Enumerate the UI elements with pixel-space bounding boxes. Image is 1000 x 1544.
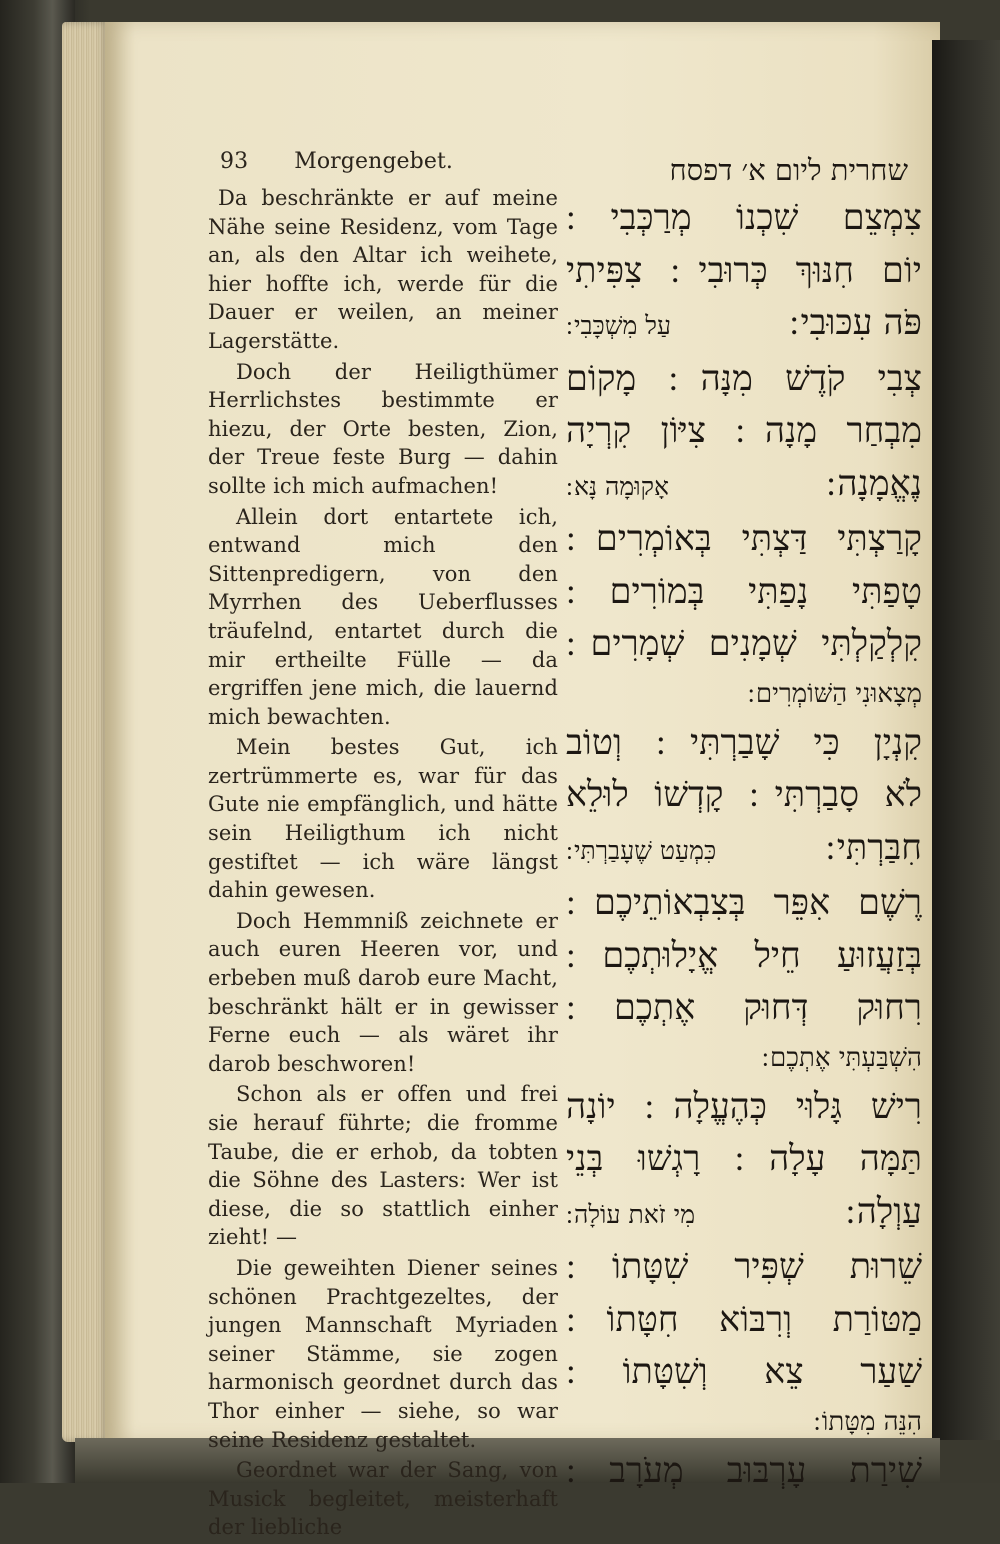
hebrew-line: קָרַצְתִּי דַּצְתִּי בְּאוֹמְרִים ׃ <box>566 519 922 559</box>
hebrew-line-refrain: עַל מִשְׁכָּבִי ׃ <box>566 311 672 340</box>
book-cover-right <box>932 40 1000 1440</box>
german-paragraph: Allein dort entartete ich, entwand mich den Sittenpredigern, von den Myrrhen des Ueberflusses träufelnd, entartet durch die mir ertheilte Fülle — da ergriffen jene mich, die lauernd mich bewachten. <box>208 504 558 729</box>
running-title: Morgengebet. <box>294 149 453 174</box>
german-paragraph: Geordnet war der Sang, von Musick begleitet, meisterhaft der liebliche <box>208 1458 558 1540</box>
hebrew-line: צְבִי קֹדֶשׁ מִנָּה ׃ מָקוֹם <box>566 358 922 399</box>
hebrew-refrain: הִשְׁבַּעְתִּי אֶתְכֶם ׃ <box>761 1042 922 1073</box>
hebrew-line: בְּזַעֲזוּעַ חֵיל אֱיָלוּתְכֶם ׃ <box>566 935 922 976</box>
hebrew-line-main: פֹּה עִכּוּבִי ׃ <box>789 303 922 343</box>
hebrew-line <box>566 458 922 514</box>
hebrew-line-main: עַוְלָה ׃ <box>845 1191 922 1232</box>
hebrew-line: רִישׁ גָּלוּי כְּהֶעֱלָה ׃ יוֹנָה <box>566 1086 922 1127</box>
page-edges <box>62 22 110 1442</box>
hebrew-line: טָפַתִּי נָפַתִּי בְּמוֹרִים ׃ <box>566 571 922 612</box>
german-column <box>208 148 558 1544</box>
hebrew-line: רִחוּק דְּחוּק אֶתְכֶם ׃ <box>566 988 922 1028</box>
hebrew-line-refrain: כִּמְעַט שֶׁעָבַרְתִּי ׃ <box>566 835 717 865</box>
hebrew-line-refrain: מִי זֹאת עוֹלָה ׃ <box>566 1199 696 1229</box>
running-header <box>208 148 558 180</box>
hebrew-line <box>566 297 922 353</box>
german-paragraph: Da beschränkte er auf meine Nähe seine Residenz, vom Tage an, als den Altar ich weihete, hier hoffte ich, werde für die Dauer er weilen, an meiner Lagerstätte. <box>208 186 558 353</box>
german-paragraph: Doch Hemmniß zeichnete er auch euren Heeren vor, und erbeben muß darob eure Macht, beschränkt hält er in gewisser Ferne euch — als wäret ihr darob beschworen! <box>208 908 558 1076</box>
page-number: 93 <box>220 149 249 174</box>
hebrew-line: יוֹם חִנּוּךְ כְּרוּבִי ׃ צִפִּיתִי <box>566 250 922 291</box>
hebrew-line: לֹא סָבַרְתִּי ׃ קָדְשׁוֹ לוּלֵא <box>566 775 922 815</box>
german-paragraph: Schon als er offen und frei sie herauf führte; die fromme Taube, die er erhob, da tobten die Söhne des Lasters: Wer ist diese, die so stattlich einher zieht! — <box>208 1082 558 1250</box>
hebrew-line: קִלְקַלְתִּי שְׁמָנִים שְׁמָרִים ׃ <box>566 624 922 664</box>
german-paragraph: Doch der Heiligthümer Herrlichstes bestimmte er hiezu, der Orte besten, Zion, der Treue feste Burg — dahin sollte ich mich aufmachen! <box>208 359 558 498</box>
hebrew-line <box>566 822 922 878</box>
hebrew-title: שחרית ליום א׳ דפסח <box>669 153 908 187</box>
hebrew-line: צִמְצֵם שִׁכְנוֹ מְרַכְּבִי ׃ <box>566 198 922 238</box>
hebrew-line: קִנְיָן כִּי שָׁבַרְתִּי ׃ וְטוֹב <box>566 722 922 763</box>
hebrew-line: מִבְחַר מָנָה ׃ צִיּוֹן קִרְיָה <box>566 411 922 451</box>
hebrew-column <box>566 148 922 1497</box>
hebrew-refrain: הִנֵּה מִטָּתוֹ ׃ <box>813 1406 922 1437</box>
hebrew-line-main: נֶאֱמָנָה ׃ <box>826 463 922 504</box>
hebrew-line: שִׁירַת עָרְבּוּב מְעֹרָב ׃ <box>566 1450 922 1491</box>
hebrew-line-refrain: אָקוּמָה נָּא ׃ <box>566 471 670 501</box>
hebrew-refrain: מְצָאוּנִי הַשּׁוֹמְרִים ׃ <box>747 678 922 709</box>
hebrew-line <box>566 1186 922 1242</box>
hebrew-line: שֵׁרוּת שְׁפִּיר שִׁטָּתוֹ ׃ <box>566 1247 922 1287</box>
hebrew-line: שַׁעַר צֵא וְשִׁטָּתוֹ ׃ <box>566 1352 922 1392</box>
hebrew-line: מַטּוֹרַת וְרִבּוֹא חִטָּתוֹ ׃ <box>566 1299 922 1340</box>
german-paragraph: Die geweihten Diener seines schönen Prachtgezeltes, der jungen Mannschaft Myriaden seiner Stämme, sie zogen harmonisch geordnet durch das Thor einher — siehe, so war seine Residenz gestaltet. <box>208 1255 558 1452</box>
hebrew-lines <box>566 192 922 1497</box>
german-paragraph: Mein bestes Gut, ich zertrümmerte es, war für das Gute nie empfänglich, und hätte sein Heiligthum ich nicht gestiftet — ich wäre längst dahin gewesen. <box>208 735 558 903</box>
hebrew-line: תַּמָּה עָלָה ׃ רָגְשׁוּ בְּנֵי <box>566 1139 922 1179</box>
hebrew-line-main: חִבַּרְתִּי ׃ <box>825 827 922 868</box>
hebrew-line: רֶשֶׁם אִפֵּר בְּצִבְאוֹתֵיכֶם ׃ <box>566 883 922 923</box>
